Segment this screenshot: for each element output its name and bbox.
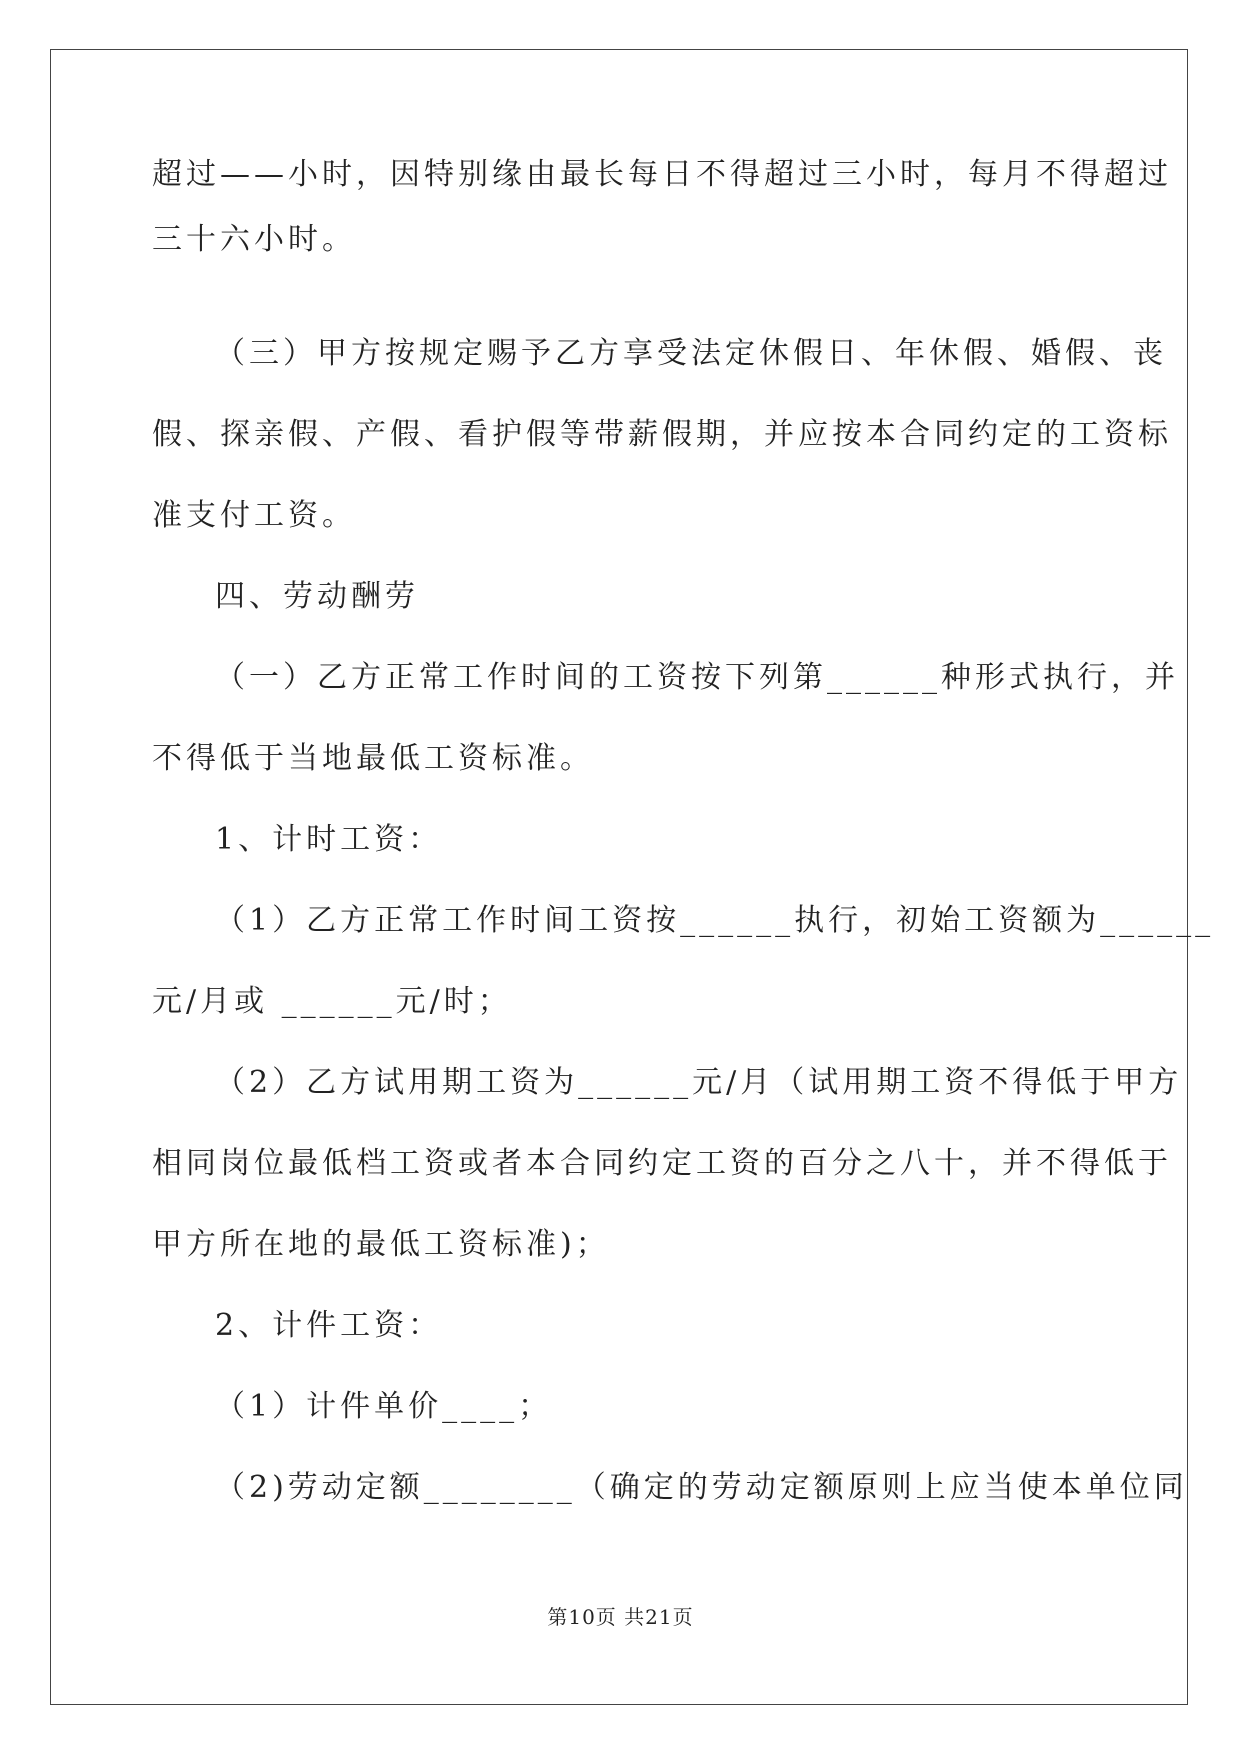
paragraph-line: （1）乙方正常工作时间工资按______执行，初始工资额为______ (215, 903, 1215, 938)
section-heading: 四、劳动酬劳 (215, 579, 419, 614)
paragraph-line: 超过——小时，因特别缘由最长每日不得超过三小时，每月不得超过 (152, 157, 1172, 192)
paragraph-line: 假、探亲假、产假、看护假等带薪假期，并应按本合同约定的工资标 (152, 417, 1172, 452)
paragraph-line: （一）乙方正常工作时间的工资按下列第______种形式执行，并 (215, 660, 1179, 695)
paragraph-line: 相同岗位最低档工资或者本合同约定工资的百分之八十，并不得低于 (152, 1146, 1172, 1181)
paragraph-line: 甲方所在地的最低工资标准)； (152, 1227, 610, 1262)
paragraph-line: 1、计时工资： (215, 822, 443, 857)
paragraph-line: 三十六小时。 (152, 222, 356, 257)
page-border (50, 49, 1188, 1705)
paragraph-line: 准支付工资。 (152, 498, 356, 533)
paragraph-line: （2)劳动定额________（确定的劳动定额原则上应当使本单位同 (215, 1470, 1188, 1505)
paragraph-line: 元/月或 ______元/时； (152, 984, 512, 1019)
page-number-footer: 第10页 共21页 (547, 1605, 694, 1629)
paragraph-line: （1）计件单价____； (215, 1389, 553, 1424)
paragraph-line: （三）甲方按规定赐予乙方享受法定休假日、年休假、婚假、丧 (215, 336, 1167, 371)
paragraph-line: （2）乙方试用期工资为______元/月（试用期工资不得低于甲方 (215, 1065, 1183, 1100)
paragraph-line: 2、计件工资： (215, 1308, 443, 1343)
paragraph-line: 不得低于当地最低工资标准。 (152, 741, 594, 776)
